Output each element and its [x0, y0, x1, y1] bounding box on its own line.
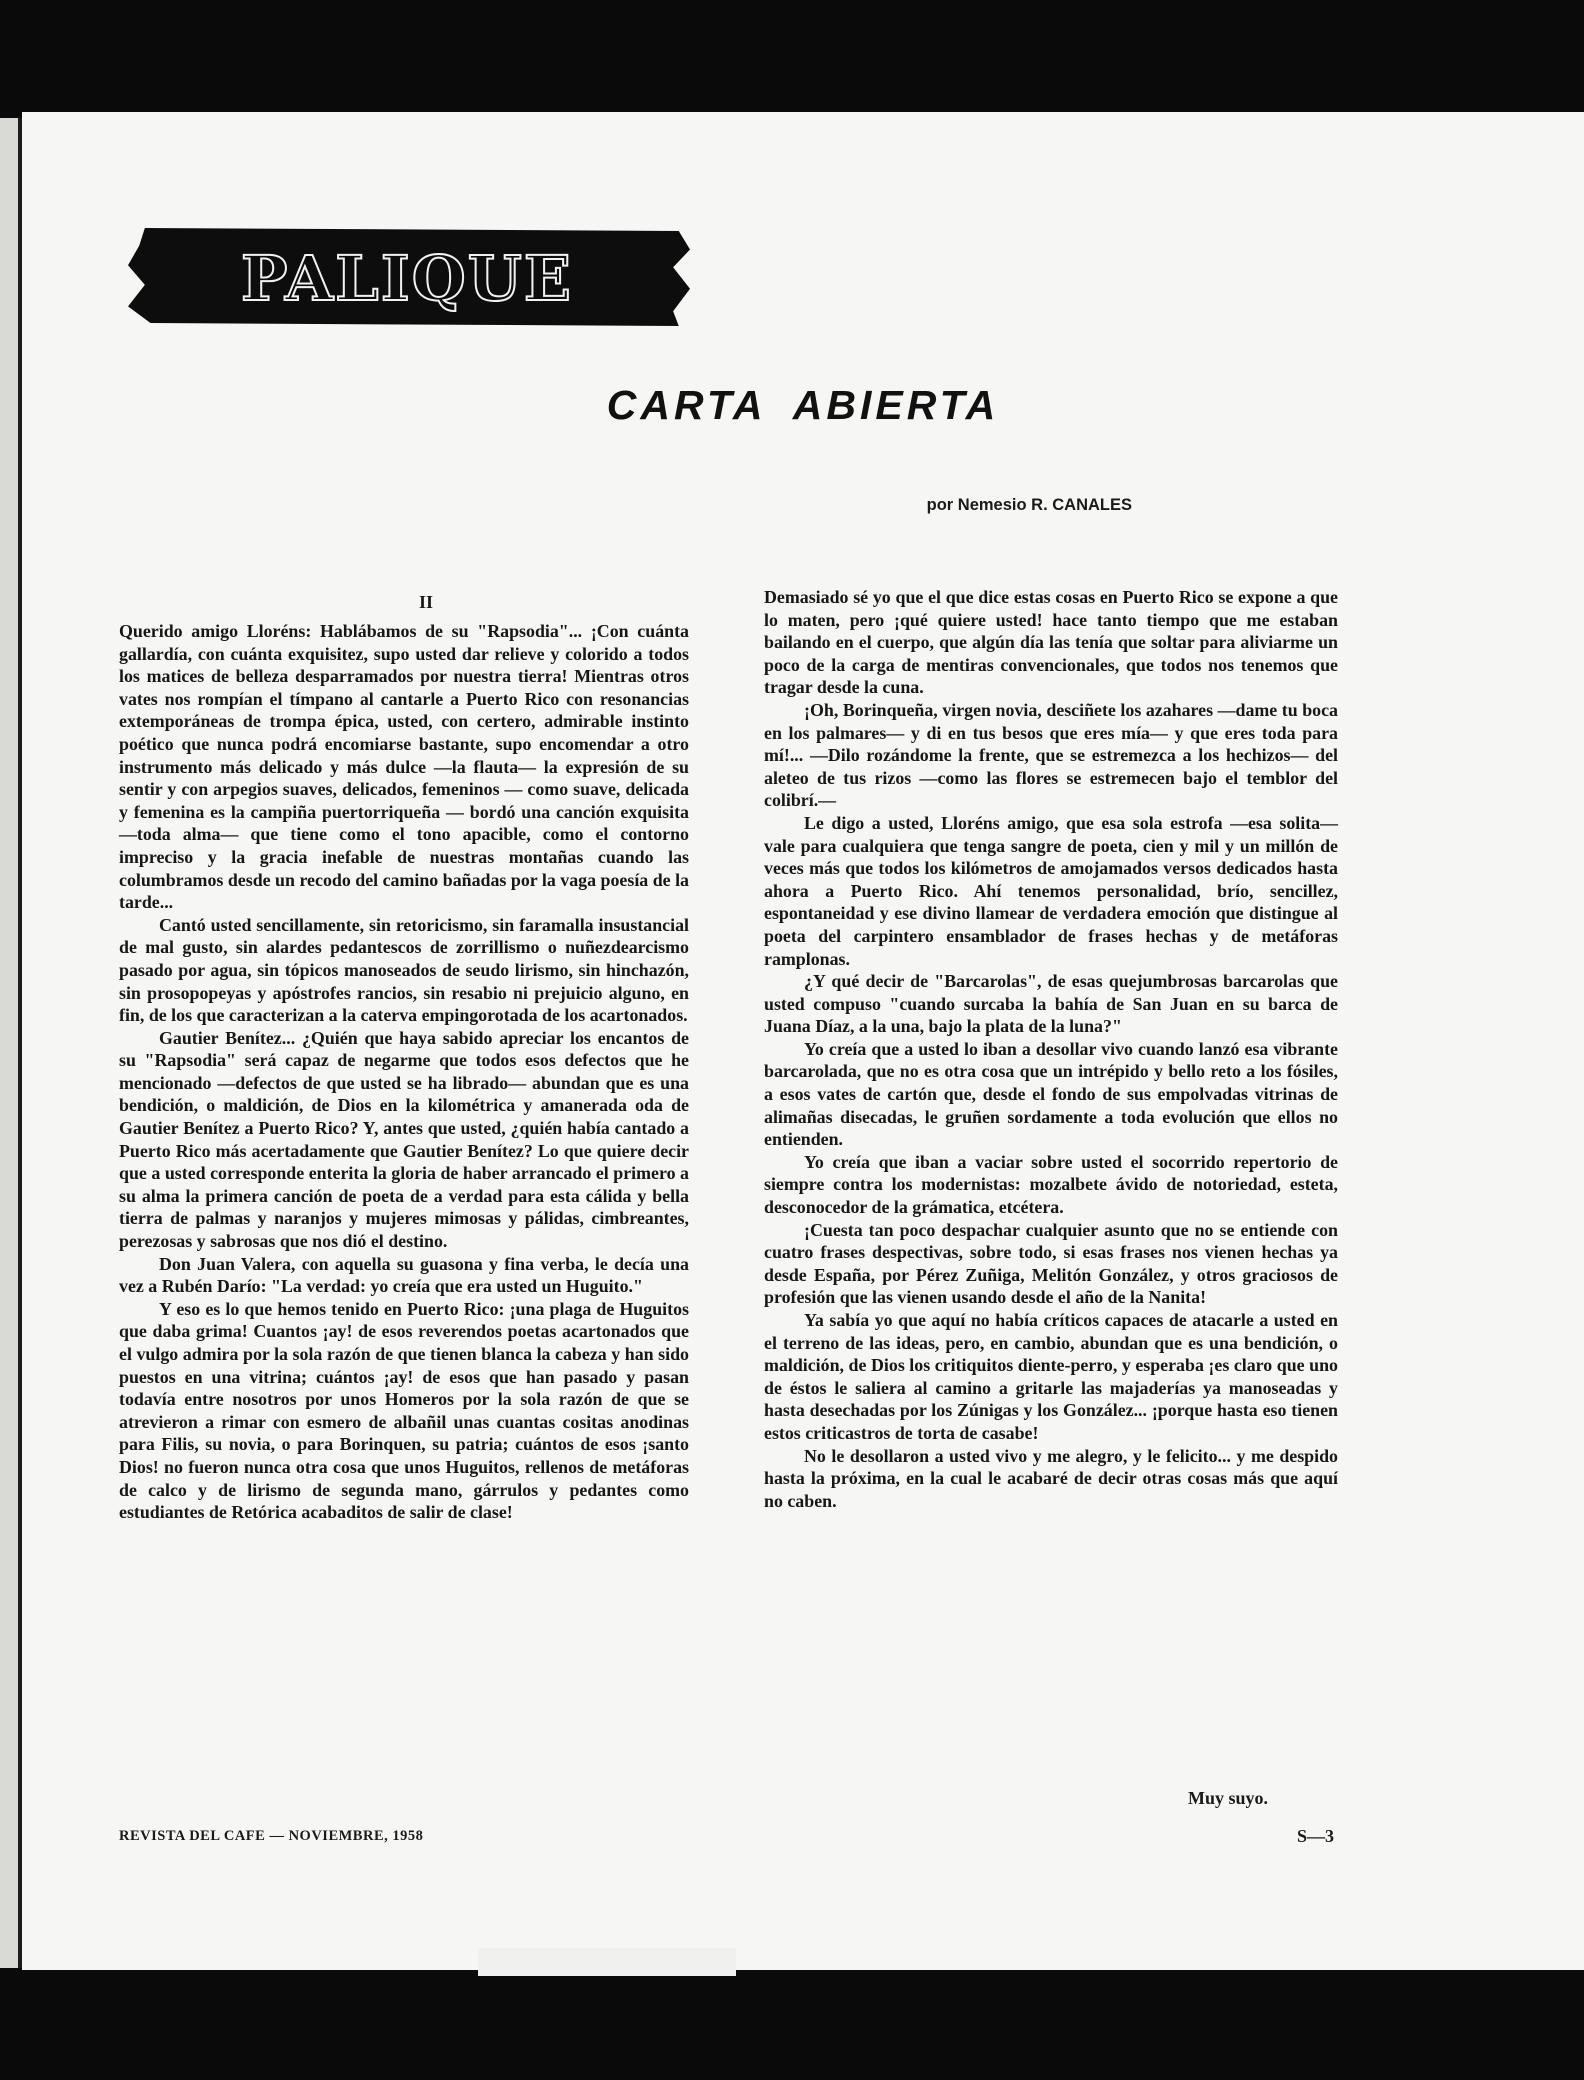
paragraph: ¡Cuesta tan poco despachar cualquier asunto que no se entiende con cuatro frases despectivas, sobre todo, si esas frases nos vienen hechas ya desde España, por Pérez Zuñiga, Melitón González, y otros graciosos de profesión que las vienen usando desde el año de la Nanita!: [764, 1219, 1338, 1308]
paragraph: Don Juan Valera, con aquella su guasona y fina verba, le decía una vez a Rubén Darío: "La verdad: yo creía que era usted un Huguito.": [119, 1253, 689, 1297]
article-title: CARTA ABIERTA: [606, 382, 1000, 428]
left-column: [119, 620, 689, 1524]
adjacent-page-edge: [0, 118, 22, 1968]
paragraph: Yo creía que a usted lo iban a desollar vivo cuando lanzó esa vibrante barcarolada, que no es otra cosa que un intrépido y bello reto a los fósiles, a esos vates de cartón que, desde el fondo de sus empolvadas vitrinas de alimañas disecadas, le gruñen sordamente a toda evolución que ellos no entienden.: [764, 1038, 1338, 1150]
paragraph: Querido amigo Lloréns: Hablábamos de su "Rapsodia"... ¡Con cuánta gallardía, con cuánta exquisitez, supo usted dar relieve y colorido a todos los matices de belleza desparramados por nuestra tierra! Mientras otros vates nos rompían el tímpano al cantarle a Puerto Rico con resonancias extemporáneas de trompa épica, usted, con certero, admirable instinto poético que nunca podrá encomiarse bastante, supo encomendar a otro instrumento más delicado y más dulce —la flauta— la expresión de su sentir y con arpegios suaves, delicados, femeninos — como suave, delicada y femenina es la campiña puertorriqueña — bordó una canción exquisita —toda alma— que tiene como el tono apacible, como el contorno impreciso y la gracia inefable de nuestras montañas cuando las columbramos desde un recodo del camino bañadas por la vaga poesía de la tarde...: [119, 621, 689, 913]
right-column: [764, 586, 1338, 1512]
paper-tab: [478, 1948, 736, 1976]
paragraph: Y eso es lo que hemos tenido en Puerto Rico: ¡una plaga de Huguitos que daba grima! Cuantos ¡ay! de esos reverendos poetas acartonados que el vulgo admira por la sola razón de que tienen blanca la cabeza y han sido puestos en una vitrina; cuántos ¡ay! de esos que han pasado y pasan todavía entre nosotros por unos Homeros por la sola razón de que se atrevieron a rimar con esmero de albañil unas cuantas cositas anodinas para Filis, su novia, o para Borinquen, su patria; cuántos de esos ¡santo Dios! no fueron nunca otra cosa que unos Huguitos, rellenos de metáforas de calco y de lirismo de segunda mano, gárrulos y pedantes como estudiantes de Retórica acabaditos de salir de clase!: [119, 1298, 689, 1523]
paragraph: Demasiado sé yo que el que dice estas cosas en Puerto Rico se expone a que lo maten, pero ¡qué quiere usted! hace tanto tiempo que me estaban bailando en el cuerpo, que algún día las tenía que soltar para aliviarme un poco de la carga de mentiras convencionales, que todos nos tenemos que tragar desde la cuna.: [764, 587, 1338, 698]
paragraph: ¿Y qué decir de "Barcarolas", de esas quejumbrosas barcarolas que usted compuso "cuando surcaba la bahía de San Juan en su barca de Juana Díaz, a la una, bajo la plata de la luna?": [764, 971, 1338, 1037]
closing-signature: Muy suyo.: [1187, 1788, 1268, 1808]
section-numeral: II: [418, 592, 433, 612]
byline: por Nemesio R. CANALES: [926, 496, 1132, 514]
section-label: PALIQUE: [240, 242, 574, 315]
poem-quote: ¡Oh, Borinqueña, virgen novia, desciñete los azahares —dame tu boca en los palmares— y di en tus besos que eres mía— y que eres toda para mí!... —Dilo rozándome la frente, que se estremezca a los hechizos— del aleteo de tus rizos —como las flores se estremecen bajo el temblor del colibrí.—: [764, 699, 1338, 811]
publication-footer: REVISTA DEL CAFE — NOVIEMBRE, 1958: [119, 1828, 424, 1844]
paragraph: Gautier Benítez... ¿Quién que haya sabido apreciar los encantos de su "Rapsodia" será capaz de negarme que todos esos defectos que he mencionado —defectos de que usted se ha librado— abundan que es una bendición, o maldición, de Dios en la kilométrica y amanerada oda de Gautier Benítez a Puerto Rico? Y, antes que usted, ¿quién había cantado a Puerto Rico más acertadamente que Gautier Benítez? Lo que quiere decir que a usted corresponde enterita la gloria de haber arrancado el primero a su alma la primera canción de poeta de a verdad para esta cálida y bella tierra de palmas y naranjos y mujeres mimosas y pálidas, cimbreantes, perezosas y sabrosas que nos dió el destino.: [119, 1027, 689, 1252]
paragraph: No le desollaron a usted vivo y me alegro, y le felicito... y me despido hasta la próxima, en la cual le acabaré de decir otras cosas más que aquí no caben.: [764, 1445, 1338, 1511]
page-number: S—3: [1296, 1826, 1334, 1846]
paragraph: Ya sabía yo que aquí no había críticos capaces de atacarle a usted en el terreno de las ideas, pero, en cambio, abundan que es una bendición, o maldición, de Dios los critiquitos diente-perro, y esperaba ¡es claro que uno de éstos le saliera al camino a gritarle las majaderías ya manoseadas y hasta desechadas por los Zúnigas y los González... ¡porque hasta eso tienen estos criticastros de torta de casabe!: [764, 1310, 1338, 1443]
magazine-page: [22, 112, 1584, 1970]
paragraph: Yo creía que iban a vaciar sobre usted el socorrido repertorio de siempre contra los modernistas: mozalbete ávido de notoriedad, esteta, desconocedor de la grámatica, etcétera.: [764, 1151, 1338, 1218]
paragraph: Cantó usted sencillamente, sin retoricismo, sin faramalla insustancial de mal gusto, sin alardes pedantescos de zorrillismo o nuñezdearcismo pasado por agua, sin tópicos manoseados de seudo lirismo, sin hinchazón, sin prosopopeyas y apóstrofes rancios, sin resabio ni prejuicio alguno, en fin, de los que caracterizan a la caterva empingorotada de los acartonados.: [119, 914, 689, 1026]
paragraph: Le digo a usted, Lloréns amigo, que esa sola estrofa —esa solita— vale para cualquiera que tenga sangre de poeta, cien y mil y un millón de veces más que todos los kilómetros de amojamados versos dedicados hasta ahora a Puerto Rico. Ahí tenemos personalidad, brío, sencillez, espontaneidad y ese divino llamear de verdadera emoción que distingue al poeta del carpintero ensamblador de frases hechas y de metáforas ramplonas.: [764, 812, 1338, 969]
